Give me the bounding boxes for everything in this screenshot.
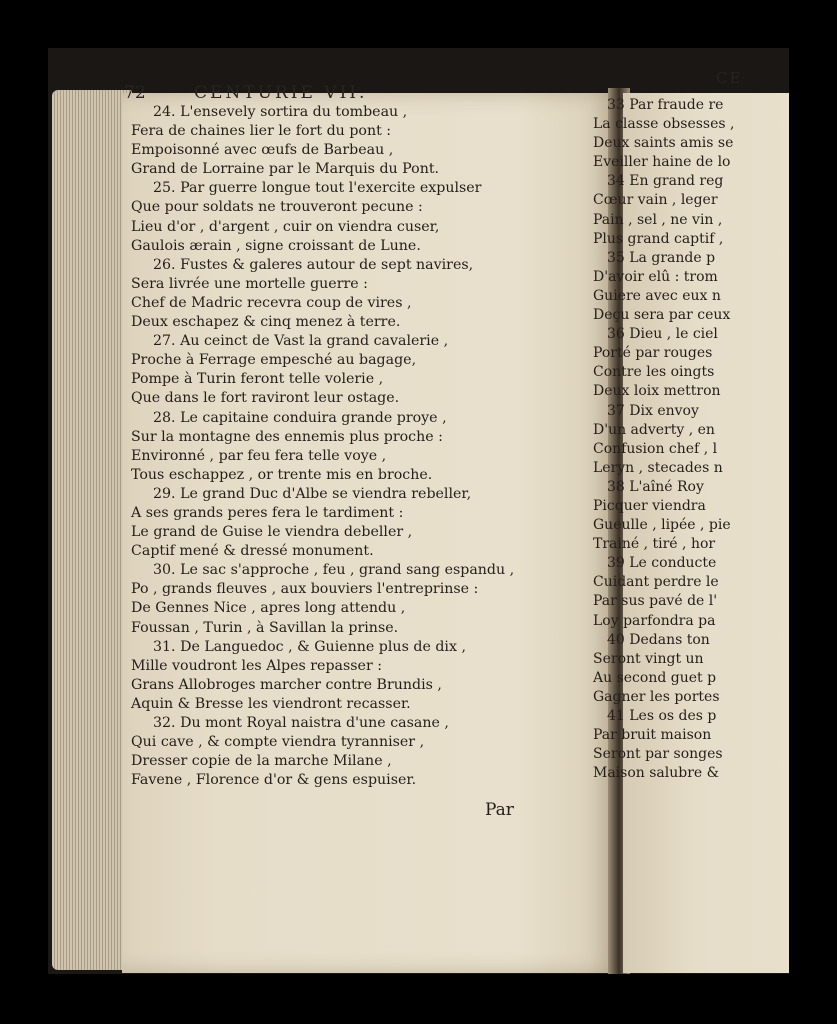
text-line: Confusion chef , l	[593, 440, 718, 457]
text-line: Seront par songes	[593, 746, 723, 763]
running-title: CENTURIE VII.	[194, 83, 368, 103]
right-page-text	[593, 96, 743, 783]
text-line: 24. L'ensevely sortira du tombeau ,	[153, 104, 408, 120]
left-page-text	[131, 103, 551, 790]
text-line: Lieu d'or , d'argent , cuir on viendra cuser,	[131, 218, 440, 235]
text-line: Deux saints amis se	[593, 135, 734, 152]
text-line: Seront vingt un	[593, 650, 704, 667]
page-number: 72	[124, 83, 146, 103]
text-line: Porté par rouges	[593, 345, 713, 362]
text-line: 27. Au ceinct de Vast la grand cavalerie ,	[153, 333, 449, 350]
text-line: D'un adverty , en	[593, 421, 715, 438]
text-line: 40 Dedans ton	[607, 631, 710, 648]
text-line: 29. Le grand Duc d'Albe se viendra rebeller,	[153, 485, 472, 502]
text-line: Plus grand captif ,	[593, 230, 724, 247]
text-line: Po , grands fleuves , aux bouviers l'entreprinse :	[131, 581, 479, 598]
page-edges	[52, 90, 132, 970]
text-line: 28. Le capitaine conduira grande proye ,	[153, 409, 447, 426]
text-line: La classe obsesses ,	[593, 116, 735, 133]
text-line: Que pour soldats ne trouveront pecune :	[131, 199, 423, 216]
text-line: Foussan , Turin , à Savillan la prinse.	[131, 619, 399, 636]
text-line: Loy parfondra pa	[593, 612, 716, 629]
text-line: Proche à Ferrage empesché au bagage,	[131, 352, 417, 369]
text-line: D'avoir elû : trom	[593, 268, 718, 285]
text-line: Picquer viendra	[593, 497, 706, 514]
text-line: Trainé , tiré , hor	[593, 536, 716, 553]
text-line: 30. Le sac s'approche , feu , grand sang espandu ,	[153, 562, 515, 579]
text-line: Captif mené & dressé monument.	[131, 543, 374, 560]
text-line: 37 Dix envoy	[607, 402, 699, 419]
text-line: Mille voudront les Alpes repasser :	[131, 657, 383, 674]
text-line: Chef de Madric recevra coup de vires ,	[131, 294, 412, 311]
text-line: Empoisonné avec œufs de Barbeau ,	[131, 142, 394, 159]
text-line: Tous eschappez , or trente mis en broche.	[131, 466, 433, 483]
text-line: Environné , par feu fera telle voye ,	[131, 447, 387, 464]
text-line: Leryn , stecades n	[593, 459, 723, 476]
text-line: 32. Du mont Royal naistra d'une casane ,	[153, 715, 449, 731]
text-line: 34 En grand reg	[607, 173, 724, 190]
text-line: A ses grands peres fera le tardiment :	[131, 504, 404, 521]
text-line: Cuidant perdre le	[593, 574, 719, 591]
right-running-title: CE	[716, 69, 743, 87]
text-line: Gagner les portes	[593, 688, 720, 705]
text-line: Au second guet p	[593, 669, 717, 686]
text-line: 38 L'aîné Roy	[607, 478, 704, 495]
text-line: 39 Le conducte	[607, 555, 717, 572]
text-line: Aquin & Bresse les viendront recasser.	[131, 695, 411, 712]
text-line: Cœur vain , leger	[593, 192, 718, 209]
text-line: 35 La grande p	[607, 249, 716, 266]
text-line: 31. De Languedoc , & Guienne plus de dix ,	[153, 638, 466, 655]
text-line: Gueulle , lipée , pie	[593, 517, 731, 534]
text-line: Deux eschapez & cinq menez à terre.	[131, 314, 401, 331]
text-line: Par bruit maison	[593, 727, 712, 744]
text-line: Le grand de Guise le viendra debeller ,	[131, 524, 413, 541]
text-line: Favene , Florence d'or & gens espuiser.	[131, 772, 417, 789]
text-line: Fera de chaines lier le fort du pont :	[131, 123, 392, 140]
text-line: Grand de Lorraine par le Marquis du Pont.	[131, 161, 440, 178]
text-line: Par sus pavé de l'	[593, 593, 718, 610]
text-line: Pompe à Turin feront telle volerie ,	[131, 371, 384, 388]
text-line: Contre les oingts	[593, 364, 715, 381]
text-line: Gaulois ærain , signe croissant de Lune.	[131, 237, 421, 254]
text-line: Sur la montagne des ennemis plus proche :	[131, 428, 443, 445]
catchword: Par	[485, 800, 514, 820]
text-line: Maison salubre &	[593, 765, 720, 782]
text-line: 36 Dieu , le ciel	[607, 326, 718, 343]
text-line: 26. Fustes & galeres autour de sept navires,	[153, 256, 474, 273]
text-line: Grans Allobroges marcher contre Brundis ,	[131, 676, 442, 693]
text-line: Sera livrée une mortelle guerre :	[131, 275, 368, 292]
text-line: Pain , sel , ne vin ,	[593, 211, 723, 228]
text-line: 33 Par fraude re	[607, 97, 724, 113]
text-line: Deux loix mettron	[593, 383, 721, 400]
text-line: De Gennes Nice , apres long attendu ,	[131, 600, 406, 617]
text-line: Guiere avec eux n	[593, 287, 721, 304]
text-line: Dresser copie de la marche Milane ,	[131, 753, 392, 770]
text-line: Deçu sera par ceux	[593, 307, 731, 324]
text-line: Eveiller haine de lo	[593, 154, 731, 171]
text-line: 41 Les os des p	[607, 708, 717, 724]
text-line: Que dans le fort raviront leur ostage.	[131, 390, 400, 407]
text-line: 25. Par guerre longue tout l'exercite expulser	[153, 180, 482, 197]
text-line: Qui cave , & compte viendra tyranniser ,	[131, 734, 425, 751]
